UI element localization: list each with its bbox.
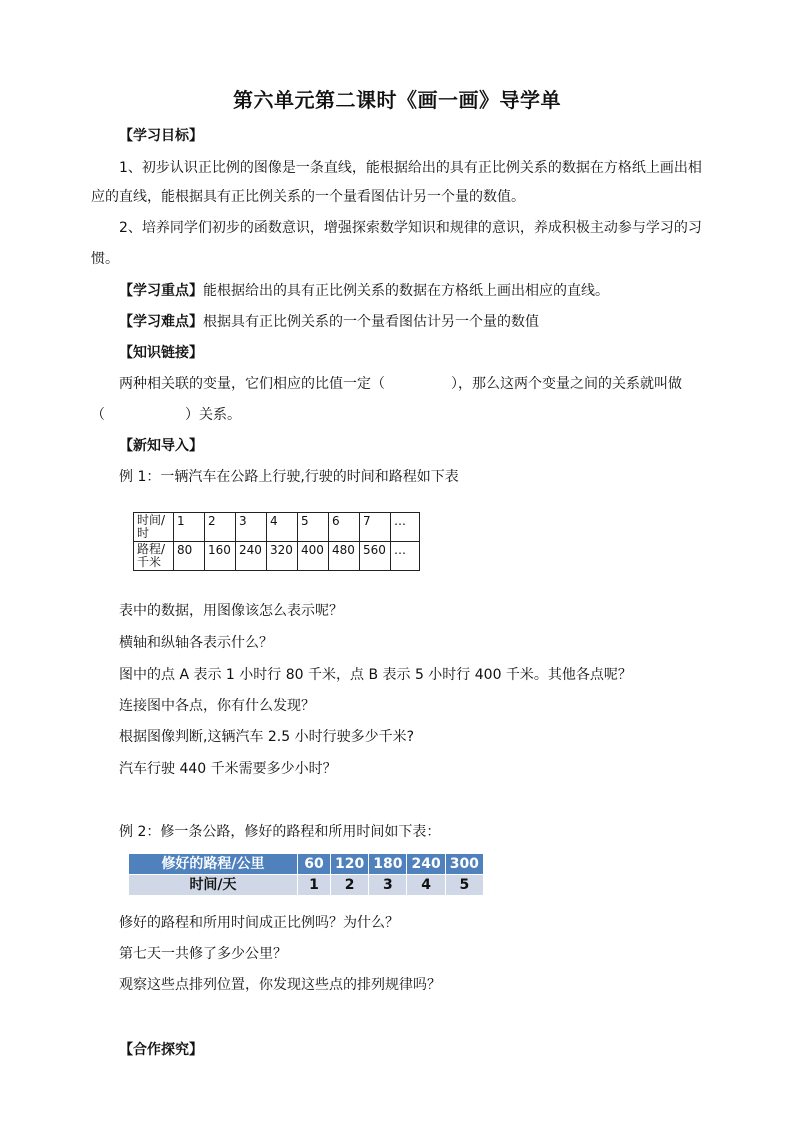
table-cell: 4 [407,875,445,896]
key-point-heading: 【学习重点】 [119,283,203,299]
goal-1-line-2: 应的直线，能根据具有正比例关系的一个量看图估计另一个量的数值。 [91,189,525,205]
table-cell: 160 [205,542,236,571]
page-title: 第六单元第二课时《画一画》导学单 [233,88,561,112]
goal-2-line-1: 2、培养同学们初步的函数意识，增强探索数学知识和规律的意识，养成积极主动参与学习的习 [119,220,702,236]
question-3: 图中的点 A 表示 1 小时行 80 千米，点 B 表示 5 小时行 400 千米。其他各点呢？ [119,667,632,683]
table-cell: 560 [360,542,391,571]
difficulty-line [119,312,539,332]
example-2-text: 例 2：修一条公路，修好的路程和所用时间如下表： [119,824,441,840]
question-9: 观察这些点排列位置，你发现这些点的排列规律吗？ [119,977,441,993]
table-cell: 5 [298,513,329,542]
table-row [134,513,420,542]
question-8: 第七天一共修了多少公里？ [119,946,287,962]
table-cell: 1 [174,513,205,542]
link-text-2a: （ [91,407,105,423]
table-cell: 2 [331,875,369,896]
table-cell: 7 [360,513,391,542]
difficulty-text: 根据具有正比例关系的一个量看图估计另一个量的数值 [203,314,539,330]
goals-heading: 【学习目标】 [119,128,203,144]
table-cell: 120 [331,854,369,875]
table-header-cell: 路程/ 千米 [134,542,174,571]
example-1-text: 例 1：一辆汽车在公路上行驶,行驶的时间和路程如下表 [119,469,459,485]
table-cell: 5 [445,875,483,896]
question-5: 根据图像判断,这辆汽车 2.5 小时行驶多少千米? [119,729,415,745]
table-cell: 240 [407,854,445,875]
table-cell: 6 [329,513,360,542]
table-cell: … [391,513,420,542]
difficulty-heading: 【学习难点】 [119,314,203,330]
table-row [129,854,484,875]
goal-1-line-1: 1、初步认识正比例的图像是一条直线，能根据给出的具有正比例关系的数据在方格纸上画出相 [119,160,702,176]
question-1: 表中的数据，用图像该怎么表示呢？ [119,603,343,619]
question-2: 横轴和纵轴各表示什么？ [119,635,273,651]
table-cell: 3 [236,513,267,542]
table-header-cell: 时间/ 时 [134,513,174,542]
goal-2-line-2: 惯。 [91,251,119,267]
question-6: 汽车行驶 440 千米需要多少小时？ [119,761,337,777]
table-cell: 4 [267,513,298,542]
link-text-1a: 两种相关联的变量，它们相应的比值一定（ [119,376,385,392]
link-line-1 [119,374,682,394]
table-row [129,875,484,896]
table-row [134,542,420,571]
table-cell: 180 [369,854,407,875]
link-line-2 [91,405,241,425]
table-cell: 300 [445,854,483,875]
table-cell: 2 [205,513,236,542]
table-cell: 60 [298,854,331,875]
table-cell: 240 [236,542,267,571]
question-7: 修好的路程和所用时间成正比例吗？为什么？ [119,915,399,931]
table-header-cell: 修好的路程/公里 [129,854,298,875]
link-text-2b: ）关系。 [185,407,241,423]
question-4: 连接图中各点，你有什么发现？ [119,698,315,714]
table-header-cell: 时间/天 [129,875,298,896]
example-1-table [133,512,420,571]
table-cell: 480 [329,542,360,571]
example-2-table [128,853,484,896]
key-point-line [119,281,609,301]
table-cell: … [391,542,420,571]
table-cell: 400 [298,542,329,571]
table-cell: 1 [298,875,331,896]
table-cell: 320 [267,542,298,571]
coop-heading: 【合作探究】 [119,1042,203,1058]
table-cell: 3 [369,875,407,896]
link-heading: 【知识链接】 [119,345,203,361]
intro-heading: 【新知导入】 [119,438,203,454]
table-cell: 80 [174,542,205,571]
key-point-text: 能根据给出的具有正比例关系的数据在方格纸上画出相应的直线。 [203,283,609,299]
link-text-1b: ），那么这两个变量之间的关系就叫做 [451,376,682,392]
